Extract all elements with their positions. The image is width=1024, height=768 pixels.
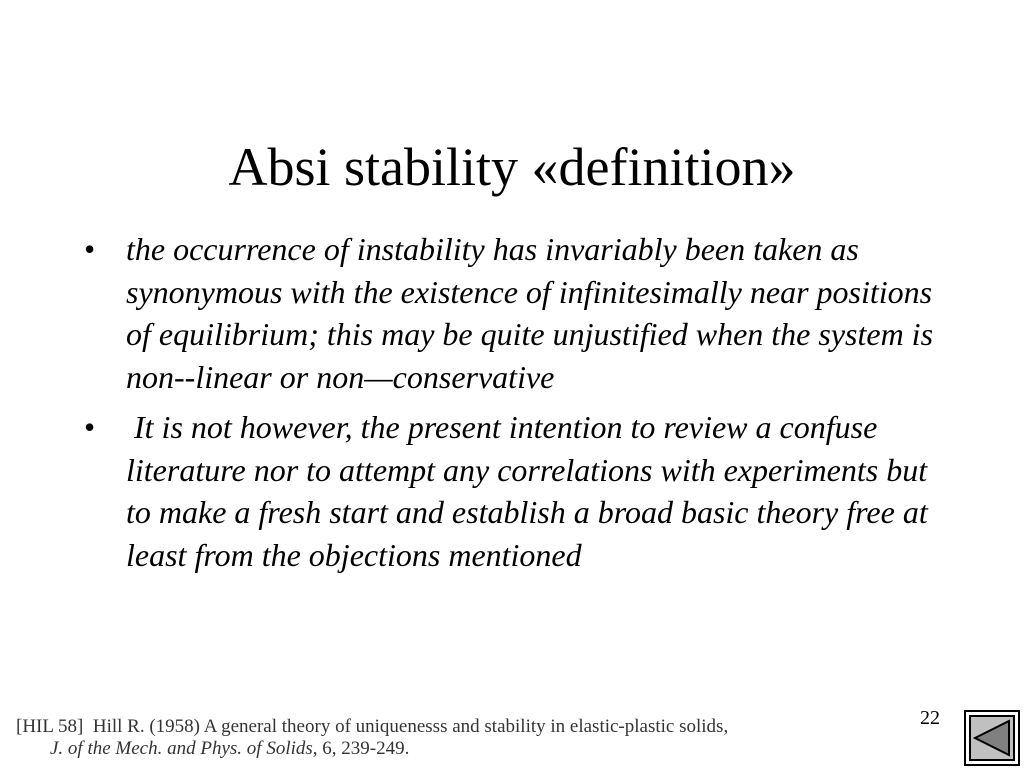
slide-title: Absi stability «definition»	[228, 137, 796, 198]
reference-journal: J. of the Mech. and Phys. of Solids	[50, 738, 313, 759]
back-button[interactable]	[964, 710, 1020, 766]
reference-details: , 6, 239-249.	[312, 738, 410, 759]
bullet-marker: •	[84, 409, 96, 445]
reference-text: Hill R. (1958) A general theory of uniquenesss and stability in elastic-plastic solids,	[92, 716, 729, 737]
page-number: 22	[920, 707, 940, 729]
bullet-item	[80, 406, 940, 576]
triangle-left-icon	[966, 712, 1018, 764]
bullet-text: It is not however, the present intention to review a confuse literature nor to attempt any correlations with experiments but to make a fresh start and establish a broad basic theory free at least from the objections mentioned	[126, 409, 936, 573]
reference-line-2	[16, 738, 728, 760]
bullet-text: the occurrence of instability has invariably been taken as synonymous with the existence of infinitesimally near positions of equilibrium; this may be quite unjustified when the system is non--linear or non—conservative	[126, 231, 934, 395]
bullet-list	[80, 228, 940, 584]
bullet-item	[80, 228, 940, 398]
reference-citation	[16, 716, 728, 760]
bullet-marker: •	[84, 231, 96, 267]
reference-tag: [HIL 58]	[16, 716, 84, 737]
reference-line-1	[16, 716, 728, 738]
